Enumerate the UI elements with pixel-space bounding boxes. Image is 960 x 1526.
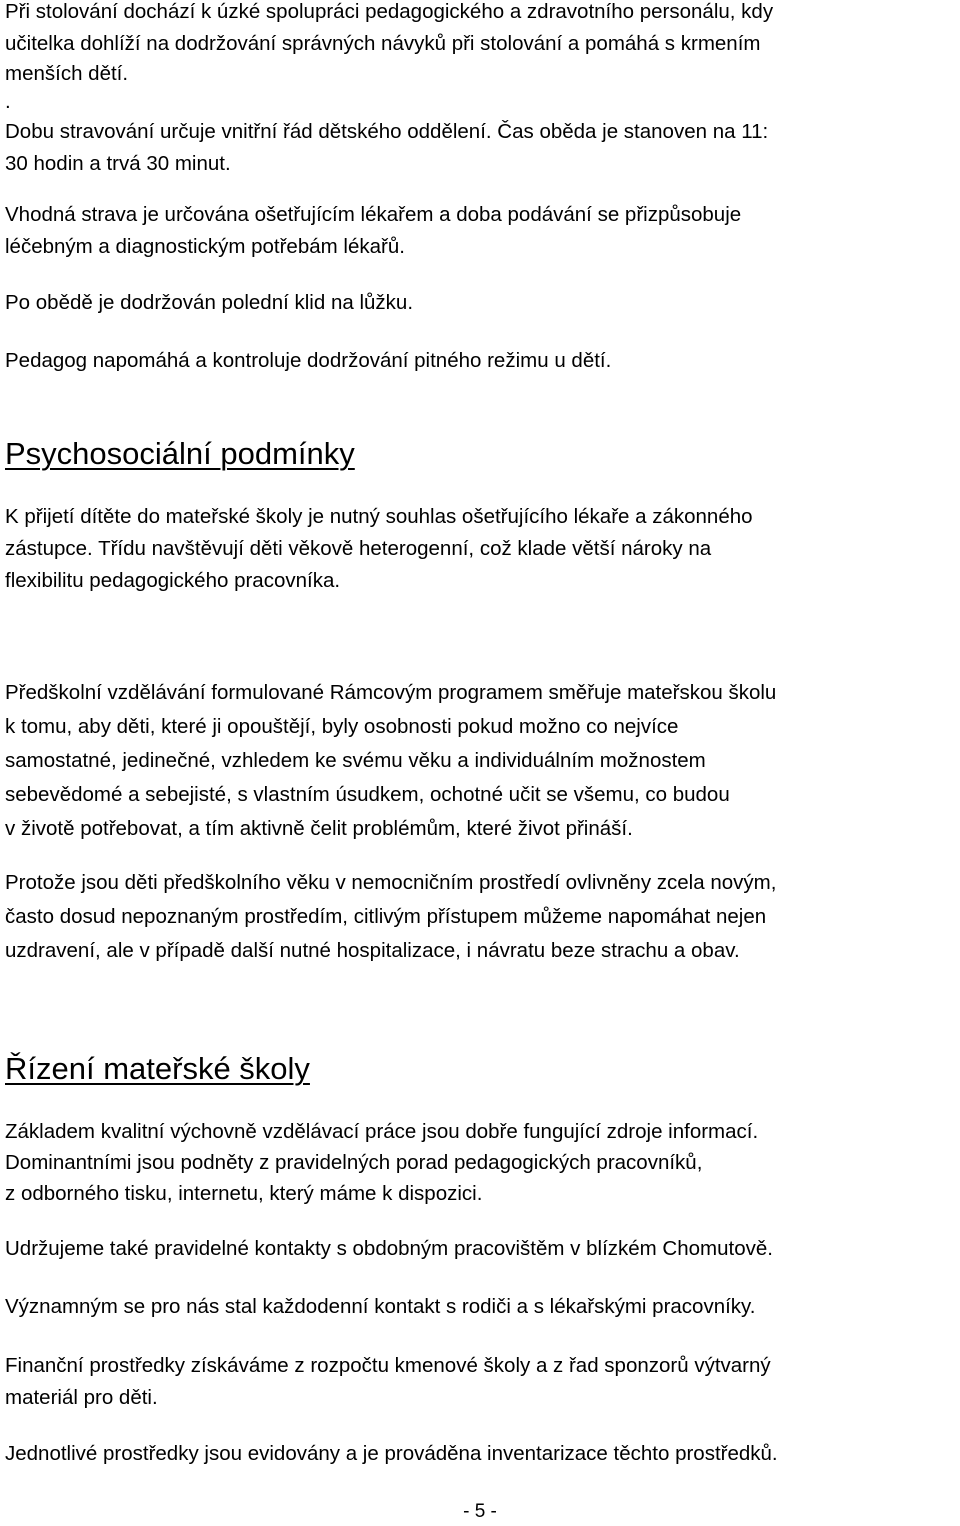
text-line: Základem kvalitní výchovně vzdělávací práce jsou dobře fungující zdroje informací. bbox=[5, 1120, 759, 1143]
text-line: K přijetí dítěte do mateřské školy je nutný souhlas ošetřujícího lékaře a zákonného bbox=[5, 505, 753, 528]
text-line: Jednotlivé prostředky jsou evidovány a je prováděna inventarizace těchto prostředků. bbox=[5, 1442, 778, 1465]
text-line: Dominantními jsou podněty z pravidelných porad pedagogických pracovníků, bbox=[5, 1151, 703, 1174]
text-line: v životě potřebovat, a tím aktivně čelit problémům, které život přináší. bbox=[5, 817, 633, 840]
text-line: Pedagog napomáhá a kontroluje dodržování pitného režimu u dětí. bbox=[5, 349, 612, 372]
text-line: Protože jsou děti předškolního věku v nemocničním prostředí ovlivněny zcela novým, bbox=[5, 871, 777, 894]
text-line: z odborného tisku, internetu, který máme k dispozici. bbox=[5, 1182, 483, 1205]
text-line: 30 hodin a trvá 30 minut. bbox=[5, 152, 231, 175]
text-line: zástupce. Třídu navštěvují děti věkově heterogenní, což klade větší nároky na bbox=[5, 537, 712, 560]
text-line: léčebným a diagnostickým potřebám lékařů. bbox=[5, 235, 405, 258]
paragraph-prijeti bbox=[5, 501, 753, 597]
text-line: Udržujeme také pravidelné kontakty s obdobným pracovištěm v blízkém Chomutově. bbox=[5, 1237, 773, 1260]
text-line: materiál pro děti. bbox=[5, 1386, 158, 1409]
paragraph-financni bbox=[5, 1350, 771, 1414]
paragraph-pitny-rezim bbox=[5, 345, 611, 377]
text-line: menších dětí. bbox=[5, 62, 129, 85]
paragraph-klid bbox=[5, 287, 413, 319]
paragraph-kontakty bbox=[5, 1233, 773, 1265]
text-line: Finanční prostředky získáváme z rozpočtu kmenové školy a z řad sponzorů výtvarný bbox=[5, 1354, 771, 1377]
text-line: Vhodná strava je určována ošetřujícím lékařem a doba podávání se přizpůsobuje bbox=[5, 203, 742, 226]
text-line: k tomu, aby děti, které ji opouštějí, byly osobnosti pokud možno co nejvíce bbox=[5, 715, 679, 738]
text-line: učitelka dohlíží na dodržování správných návyků při stolování a pomáhá s krmením bbox=[5, 32, 761, 55]
text-line: sebevědomé a sebejisté, s vlastním úsudkem, ochotné učit se všemu, co budou bbox=[5, 783, 730, 806]
heading-rizeni-materske-skoly: Řízení mateřské školy bbox=[5, 1051, 310, 1086]
text-line: Předškolní vzdělávání formulované Rámcovým programem směřuje mateřskou školu bbox=[5, 681, 777, 704]
heading-psychosocialni-podminky: Psychosociální podmínky bbox=[5, 436, 355, 471]
paragraph-protoze bbox=[5, 866, 776, 968]
paragraph-zakladem bbox=[5, 1116, 758, 1209]
paragraph-vyznamnym bbox=[5, 1291, 755, 1323]
paragraph-predskolni bbox=[5, 676, 776, 846]
page-number: - 5 - bbox=[463, 1501, 497, 1522]
text-line: samostatné, jedinečné, vzhledem ke svému věku a individuálním možnostem bbox=[5, 749, 706, 772]
text-line: Dobu stravování určuje vnitřní řád dětského oddělení. Čas oběda je stanoven na 11: bbox=[5, 120, 769, 143]
paragraph-stolovani bbox=[5, 0, 773, 180]
paragraph-jednotlive bbox=[5, 1438, 778, 1470]
paragraph-strava bbox=[5, 199, 741, 263]
text-line: Po obědě je dodržován polední klid na lůžku. bbox=[5, 291, 414, 314]
text-line: často dosud nepoznaným prostředím, citlivým přístupem můžeme napomáhat nejen bbox=[5, 905, 767, 928]
text-line: uzdravení, ale v případě další nutné hospitalizace, i návratu beze strachu a obav. bbox=[5, 939, 740, 962]
text-line: Při stolování dochází k úzké spolupráci pedagogického a zdravotního personálu, kdy bbox=[5, 0, 774, 23]
text-line: flexibilitu pedagogického pracovníka. bbox=[5, 569, 341, 592]
text-line: Významným se pro nás stal každodenní kontakt s rodiči a s lékařskými pracovníky. bbox=[5, 1295, 756, 1318]
text-line: . bbox=[5, 90, 11, 113]
